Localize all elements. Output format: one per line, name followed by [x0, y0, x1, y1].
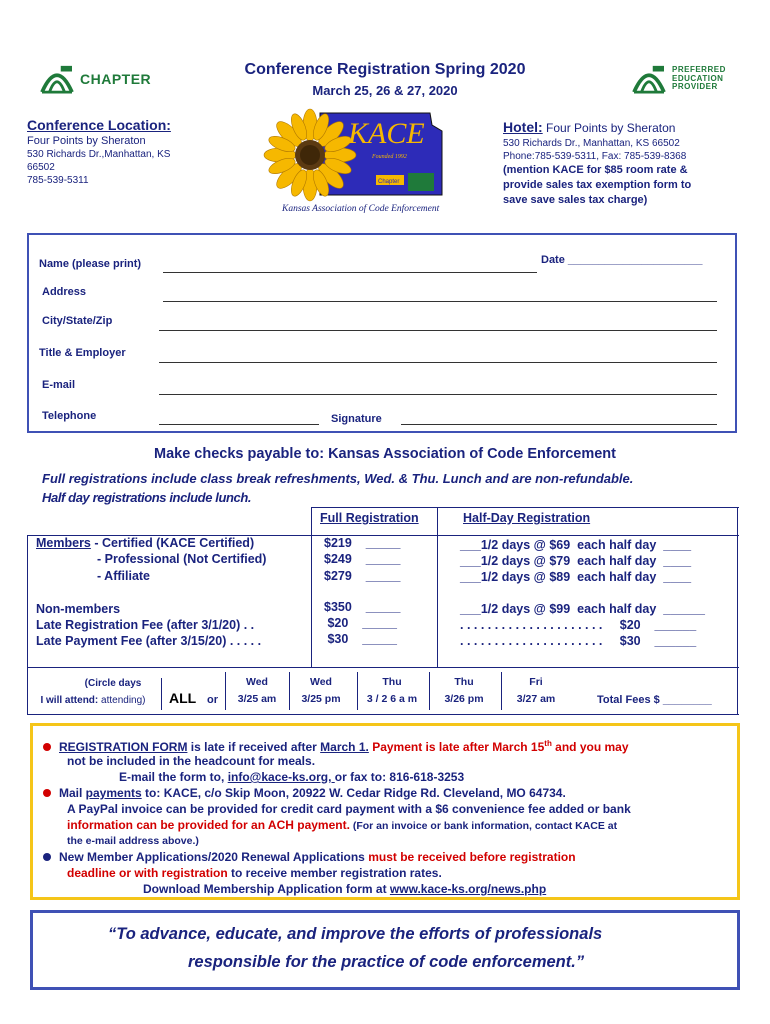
notice-email: E-mail the form to, info@kace-ks.org, or fax to: 816-618-3253	[119, 770, 465, 784]
name-input[interactable]	[163, 272, 537, 273]
hotel-note-3: save save sales tax charge)	[503, 194, 648, 206]
hotel-heading: Hotel:	[503, 119, 543, 135]
bullet-icon	[43, 789, 51, 797]
members-full-professional[interactable]: $249 _____	[324, 552, 401, 566]
day-wed-pm[interactable]: Wed 3/25 pm	[301, 676, 341, 705]
title-employer-input[interactable]	[159, 362, 717, 363]
notice-box	[30, 723, 740, 900]
circle-days-label: (Circle days I will attend: attending)	[40, 678, 146, 706]
date-label[interactable]: Date ______________________	[541, 254, 703, 266]
hotel-name: Four Points by Sheraton	[546, 121, 676, 135]
address-label: Address	[42, 286, 87, 298]
notice-paypal-1: A PayPal invoice can be provided for credit card payment with a $6 convenience fee added or bank	[67, 802, 631, 816]
hotel-address: 530 Richards Dr., Manhattan, KS 66502	[503, 138, 680, 149]
members-full-affiliate[interactable]: $279 _____	[324, 569, 401, 583]
col-full-registration: Full Registration	[320, 511, 419, 525]
full-registration-note: Full registrations include class break refreshments, Wed. & Thu. Lunch and are non-refundable.	[42, 471, 634, 486]
email-label: E-mail	[42, 379, 76, 391]
non-members-label: Non-members	[36, 602, 121, 616]
members-row-certified: Members - Certified (KACE Certified)	[36, 536, 255, 550]
day-thu-am[interactable]: Thu 3 / 2 6 a m	[366, 676, 418, 705]
hotel-note-2: provide sales tax exemption form to	[503, 179, 692, 191]
members-full-certified[interactable]: $219 _____	[324, 536, 401, 550]
late-payment-full[interactable]: $30 _____	[324, 632, 397, 646]
hotel-info	[503, 119, 691, 208]
employer-label: Title & Employer	[39, 347, 126, 359]
late-registration-label: Late Registration Fee (after 3/1/20) . .	[36, 618, 255, 632]
late-registration-half[interactable]: . . . . . . . . . . . . . . . . . . . . . $20 ______	[460, 618, 697, 632]
signature-input[interactable]	[401, 424, 717, 425]
attendance-row	[27, 667, 739, 715]
day-fri-am[interactable]: Fri 3/27 am	[516, 676, 556, 705]
quote-line-2: responsible for the practice of code enforcement.”	[188, 953, 585, 971]
hotel-note-1: (mention KACE for $85 room rate &	[503, 164, 688, 176]
location-zip: 66502	[27, 162, 55, 173]
telephone-input[interactable]	[159, 424, 319, 425]
half-day-note: Half day registrations include lunch.	[42, 490, 252, 505]
late-registration-full[interactable]: $20 _____	[324, 616, 397, 630]
notice-paypal-3: the e-mail address above.)	[67, 835, 199, 847]
conference-dates: March 25, 26 & 27, 2020	[312, 83, 458, 98]
day-wed-am[interactable]: Wed 3/25 am	[237, 676, 277, 705]
membership-link[interactable]: www.kace-ks.org/news.php	[389, 882, 547, 896]
address-input[interactable]	[163, 301, 717, 302]
day-thu-pm[interactable]: Thu 3/26 pm	[444, 676, 484, 705]
notice-headcount: not be included in the headcount for meals.	[67, 754, 316, 768]
members-row-professional: - Professional (Not Certified)	[97, 552, 267, 566]
bullet-icon	[43, 743, 51, 751]
email-input[interactable]	[159, 394, 717, 395]
members-half-professional[interactable]: ___1/2 days @ $79 each half day ____	[460, 554, 692, 568]
kace-sunflower-icon	[260, 103, 460, 207]
non-members-half[interactable]: ___1/2 days @ $99 each half day ______	[460, 602, 705, 616]
notice-paypal-2: information can be provided for an ACH payment. (For an invoice or bank information, contact KACE at	[67, 818, 618, 832]
pricing-section	[27, 507, 739, 667]
col-half-day-registration: Half-Day Registration	[463, 511, 591, 525]
kace-tagline: Kansas Association of Code Enforcement	[282, 204, 440, 214]
quote-line-1: “To advance, educate, and improve the efforts of professionals	[108, 925, 603, 943]
location-phone: 785-539-5311	[27, 175, 89, 186]
conference-location	[27, 117, 171, 187]
members-half-affiliate[interactable]: ___1/2 days @ $89 each half day ____	[460, 570, 692, 584]
total-fees[interactable]: Total Fees $ ________	[597, 694, 712, 706]
payable-to: Make checks payable to: Kansas Association of Code Enforcement	[154, 446, 616, 462]
svg-text:KACE: KACE	[348, 117, 425, 150]
non-members-full[interactable]: $350 _____	[324, 600, 401, 614]
late-payment-label: Late Payment Fee (after 3/15/20) . . . . .	[36, 634, 262, 648]
notice-mail: Mail payments to: KACE, c/o Skip Moon, 20922 W. Cedar Ridge Rd. Cleveland, MO 64734.	[43, 785, 566, 801]
location-venue: Four Points by Sheraton	[27, 135, 146, 147]
bullet-icon	[43, 853, 51, 861]
all-option[interactable]: ALL	[169, 690, 197, 706]
notice-registration: REGISTRATION FORM is late if received after March 1. Payment is late after March 15th and you may	[43, 736, 733, 755]
hotel-phone: Phone:785-539-5311, Fax: 785-539-8368	[503, 151, 687, 162]
members-half-certified[interactable]: ___1/2 days @ $69 each half day ____	[460, 538, 692, 552]
svg-text:Founded 1992: Founded 1992	[372, 154, 407, 160]
chapter-text: CHAPTER	[80, 71, 152, 87]
city-label: City/State/Zip	[42, 315, 113, 327]
page-title: Conference Registration Spring 2020	[244, 61, 526, 78]
name-label: Name (please print)	[39, 258, 142, 270]
location-heading: Conference Location:	[27, 117, 171, 133]
signature-label: Signature	[331, 413, 382, 425]
location-address: 530 Richards Dr.,Manhattan, KS	[27, 149, 171, 160]
or-text: or	[207, 694, 218, 706]
kace-logo	[260, 103, 460, 219]
members-row-affiliate: - Affiliate	[97, 569, 151, 583]
registration-form	[27, 233, 737, 433]
mission-quote-box	[30, 910, 740, 990]
email-link[interactable]: info@kace-ks.org,	[227, 770, 335, 784]
svg-text:Chapter: Chapter	[378, 179, 400, 185]
notice-membership: New Member Applications/2020 Renewal Applications must be received before registration	[43, 849, 576, 865]
preferred-provider-text: PREFERRED EDUCATION PROVIDER	[672, 65, 726, 92]
telephone-label: Telephone	[42, 410, 97, 422]
late-payment-half[interactable]: . . . . . . . . . . . . . . . . . . . . . $30 ______	[460, 634, 697, 648]
city-state-zip-input[interactable]	[159, 330, 717, 331]
notice-deadline: deadline or with registration to receive member registration rates.	[67, 866, 442, 880]
notice-download: Download Membership Application form at www.kace-ks.org/news.php	[143, 882, 547, 896]
